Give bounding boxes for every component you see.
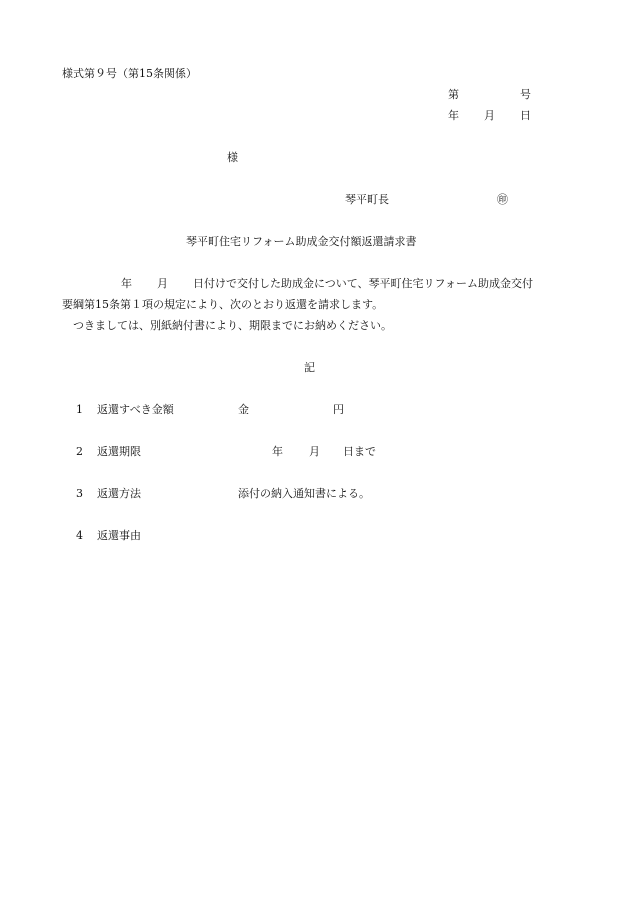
item-number: 3 — [76, 487, 83, 500]
item-number: 4 — [76, 529, 83, 542]
body-line2: 要綱第15条第１項の規定により、次のとおり返還を請求します。 — [62, 298, 384, 311]
deadline-month: 月 — [309, 445, 320, 458]
body-year: 年 — [121, 277, 132, 290]
date-day: 日 — [520, 109, 531, 122]
amount-prefix: 金 — [238, 403, 249, 416]
item-label-method: 返還方法 — [97, 487, 141, 500]
body-line1: 日付けで交付した助成金について、琴平町住宅リフォーム助成金交付 — [193, 277, 534, 290]
item-label-deadline: 返還期限 — [97, 445, 141, 458]
item-label-reason: 返還事由 — [97, 529, 141, 542]
form-header: 様式第９号（第15条関係） — [62, 67, 197, 80]
deadline-day: 日まで — [343, 445, 376, 458]
item-label-amount: 返還すべき金額 — [97, 403, 174, 416]
item-number: 1 — [76, 403, 83, 416]
body-month: 月 — [157, 277, 168, 290]
method-value: 添付の納入通知書による。 — [238, 487, 370, 500]
amount-unit: 円 — [333, 403, 344, 416]
deadline-year: 年 — [272, 445, 283, 458]
ki-heading: 記 — [304, 361, 315, 374]
doc-number-suffix: 号 — [520, 88, 531, 101]
date-month: 月 — [484, 109, 495, 122]
item-number: 2 — [76, 445, 83, 458]
body-line3: つきましては、別紙納付書により、期限までにお納めください。 — [62, 319, 392, 332]
document-title: 琴平町住宅リフォーム助成金交付額返還請求書 — [186, 235, 417, 248]
doc-number-prefix: 第 — [448, 88, 459, 101]
seal-mark: ㊞ — [497, 193, 508, 206]
addressee-suffix: 様 — [227, 151, 238, 164]
date-year: 年 — [448, 109, 459, 122]
issuer-title: 琴平町長 — [345, 193, 389, 206]
